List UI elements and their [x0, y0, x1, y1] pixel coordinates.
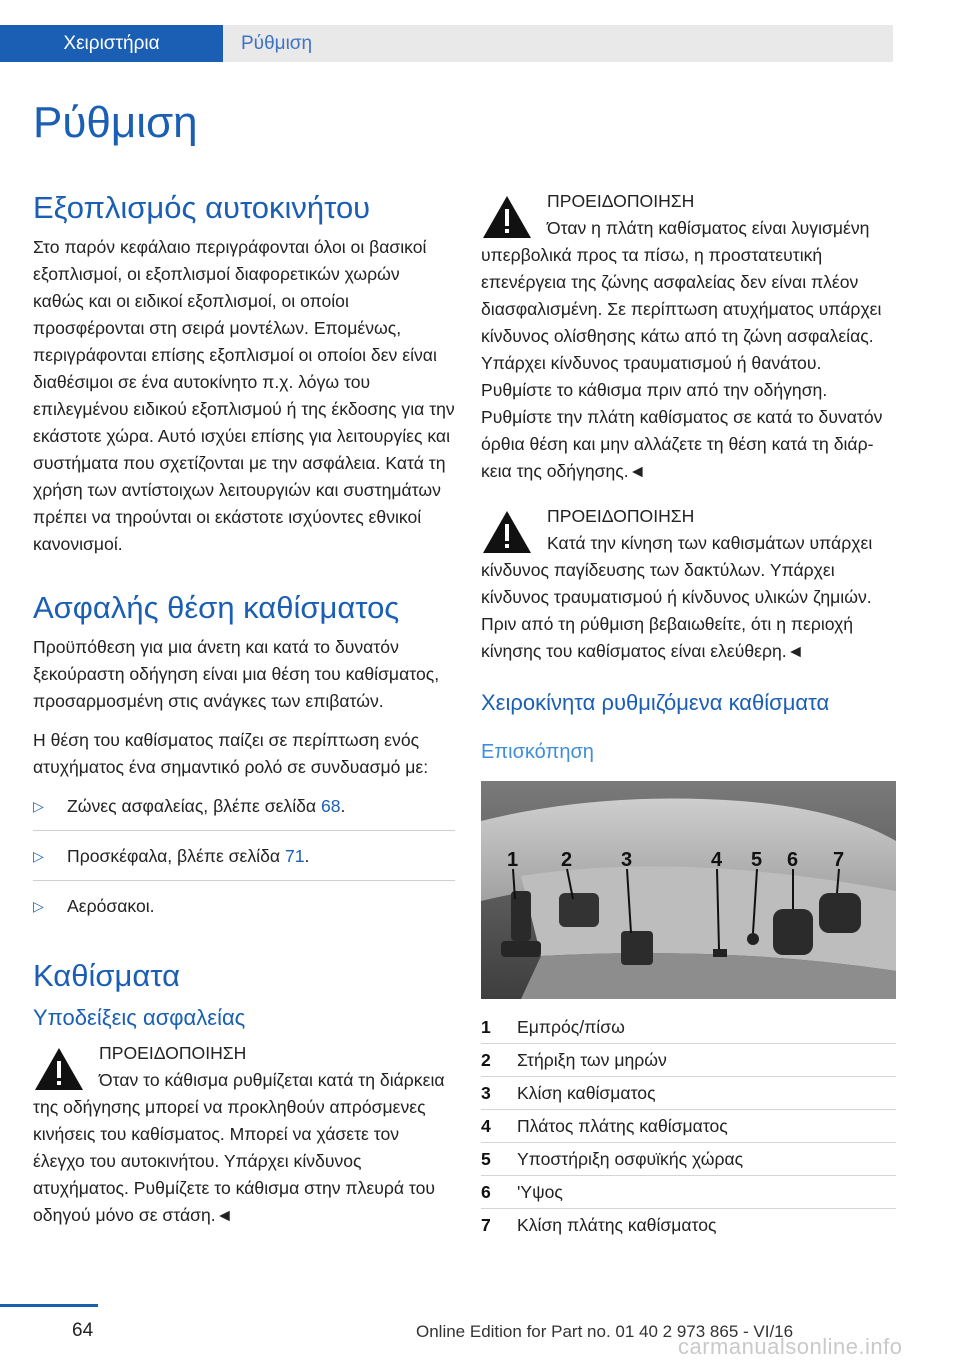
section-title-seats: Καθίσματα	[33, 958, 180, 993]
legend-number: 1	[481, 1017, 491, 1037]
page-link-68[interactable]: 68	[320, 796, 341, 816]
subheading-overview: Επισκόπηση	[481, 741, 594, 763]
warning-text: Όταν το κάθισμα ρυθμίζεται κατά τη διάρκεια της οδήγησης μπορεί να προκληθούν απρόσμενες κινήσεις του καθίσματος. Μπορεί να χάσετε τον έλεγχο του αυτοκινήτου. Υπάρχει κίνδυνος ατυχήματος. Ρυθμίζετε το κάθισμα στην πλευρά του οδηγού μόνο σε στάση.◄	[33, 1070, 445, 1225]
warning-text: Όταν η πλάτη καθίσματος είναι λυγισμένη υπερβολικά προς τα πίσω, η προστατευτική επενέργεια της ζώνης ασφαλείας δεν είναι πλέον διασφαλισμένη. Σε περίπτωση ατυχήματος υπάρχει κίνδυνος ολίσθησης κάτω από τη ζώνη ασφαλείας. Υπάρχει κίνδυνος τραυματισμού ή θανάτου. Ρυθμίστε το κάθισμα πριν από την οδήγηση. Ρυθμίστε την πλάτη καθίσματος σε κατά το δυνατόν όρθια θέση και μην αλλάζετε τη θέση κατά τη διάρκεια της οδήγησης.◄	[481, 218, 883, 481]
warning-triangle-icon	[481, 509, 533, 555]
watermark: carmanualsonline.info	[678, 1334, 903, 1359]
seat-controls-photo	[481, 781, 896, 999]
list-item	[481, 1077, 896, 1110]
edition-label: Online Edition for Part no. 01 40 2 973 865 - VI/16	[416, 1322, 794, 1341]
right-column	[481, 188, 896, 1241]
bullet-end: .	[304, 846, 310, 866]
warning-title: ΠΡΟΕΙΔΟΠΟΙΗΣΗ	[547, 506, 695, 526]
list-item	[481, 1110, 896, 1143]
legend-text: Κλίση πλάτης καθίσματος	[517, 1215, 717, 1235]
tab-adjustment[interactable]: Ρύθμιση	[223, 25, 893, 62]
page-link-71[interactable]: 71	[284, 846, 305, 866]
safety-bullet-list	[33, 793, 455, 930]
legend-number: 6	[481, 1182, 491, 1202]
section-title-safe-seat-position: Ασφαλής θέση καθίσματος	[33, 590, 400, 625]
warning-block-3	[481, 503, 896, 665]
bullet-text: Αερόσακοι.	[67, 896, 155, 916]
warning-triangle-icon	[33, 1046, 85, 1092]
header-bar	[0, 0, 960, 62]
safe-seat-paragraph-1: Προϋπόθεση για μια άνετη και κατά το δυνατόν ξεκούραστη οδήγηση είναι μια θέση του καθίσματος, προσαρμοσμένη στις ανάγκες των επιβατών.	[33, 637, 440, 711]
list-item	[481, 1176, 896, 1209]
seat-photo-illustration	[481, 781, 896, 999]
triangle-bullet-icon: ▷	[33, 848, 44, 864]
warning-text: Κατά την κίνηση των καθισμάτων υπάρχει κίνδυνος παγίδευσης των δακτύλων. Υπάρχει κίνδυνος τραυματισμού ή κίνδυνος υλικών ζημιών. Πριν από τη ρύθμιση βεβαιωθείτε, ότι η περιοχή κίνησης του καθίσματος είναι ελεύθερη.◄	[481, 533, 873, 661]
warning-block-1	[33, 1040, 455, 1229]
legend-number: 4	[481, 1116, 491, 1136]
photo-label-5: 5	[751, 849, 763, 871]
list-item	[33, 793, 455, 831]
section-title-vehicle-equipment: Εξοπλισμός αυτοκινήτου	[33, 190, 371, 225]
safe-seat-paragraph-2: Η θέση του καθίσματος παίζει σε περίπτωση ενός ατυχήματος ένα σημαντικό ρολό σε συνδυασμό με:	[33, 730, 429, 777]
page-title: Ρύθμιση	[33, 98, 198, 147]
legend-text: Υποστήριξη οσφυϊκής χώρας	[517, 1149, 744, 1169]
photo-label-1: 1	[507, 849, 519, 871]
legend-text: Κλίση καθίσματος	[517, 1083, 656, 1103]
legend-number: 3	[481, 1083, 491, 1103]
bullet-text: Προσκέφαλα, βλέπε σελίδα	[67, 846, 285, 866]
list-item	[481, 1044, 896, 1077]
warning-title: ΠΡΟΕΙΔΟΠΟΙΗΣΗ	[547, 191, 695, 211]
list-item	[33, 893, 455, 930]
bullet-text: Ζώνες ασφαλείας, βλέπε σελίδα	[67, 796, 321, 816]
legend-text: Πλάτος πλάτης καθίσματος	[517, 1116, 728, 1136]
warning-block-2	[481, 188, 896, 485]
warning-triangle-icon	[481, 194, 533, 240]
list-item	[481, 1209, 896, 1241]
footer-accent-line	[0, 1304, 98, 1307]
warning-title: ΠΡΟΕΙΔΟΠΟΙΗΣΗ	[99, 1043, 247, 1063]
triangle-bullet-icon: ▷	[33, 898, 44, 914]
legend-number: 5	[481, 1149, 491, 1169]
section-title-manual-seats: Χειροκίνητα ρυθμιζόμενα καθίσματα	[481, 690, 830, 715]
photo-label-2: 2	[561, 849, 573, 871]
photo-label-6: 6	[787, 849, 799, 871]
list-item	[481, 1143, 896, 1176]
subheading-safety-notes: Υποδείξεις ασφαλείας	[33, 1005, 246, 1030]
legend-text: Εμπρός/πίσω	[517, 1017, 625, 1037]
left-column	[33, 188, 455, 1241]
photo-label-3: 3	[621, 849, 633, 871]
bullet-end: .	[340, 796, 346, 816]
legend-number: 2	[481, 1050, 491, 1070]
legend-number: 7	[481, 1215, 491, 1235]
list-item	[481, 1011, 896, 1044]
legend-text: 'Υψος	[517, 1182, 563, 1202]
tab-controls[interactable]: Χειριστήρια	[0, 25, 223, 62]
legend-text: Στήριξη των μηρών	[517, 1050, 667, 1070]
seat-controls-legend	[481, 1011, 896, 1241]
triangle-bullet-icon: ▷	[33, 798, 44, 814]
page-number: 64	[72, 1320, 94, 1341]
vehicle-equipment-text: Στο παρόν κεφάλαιο περιγράφονται όλοι οι βασικοί εξοπλισμοί, οι εξοπλισμοί διαφορετικών χωρών καθώς και οι ειδικοί εξοπλισμοί, οι οποίοι προσφέρονται στη σειρά μοντέλων. Επομένως, περιγράφονται επίσης εξοπλισμοί οι οποίοι δεν είναι διαθέσιμοι σε ένα αυτοκίνητο π.χ. λόγω του επιλεγμένου ειδικού εξοπλισμού ή της έκδοσης για την εκάστοτε χώρα. Αυτό ισχύει επίσης για λειτουργίες και συστήματα που σχετίζονται με την ασφάλεια. Κατά τη χρήση των αντίστοιχων λειτουργιών και συστημάτων πρέπει να τηρούνται οι εκάστοτε ισχύοντες εθνικοί κανονισμοί.	[33, 237, 455, 554]
photo-label-4: 4	[711, 849, 723, 871]
list-item	[33, 843, 455, 881]
photo-label-7: 7	[833, 849, 845, 871]
